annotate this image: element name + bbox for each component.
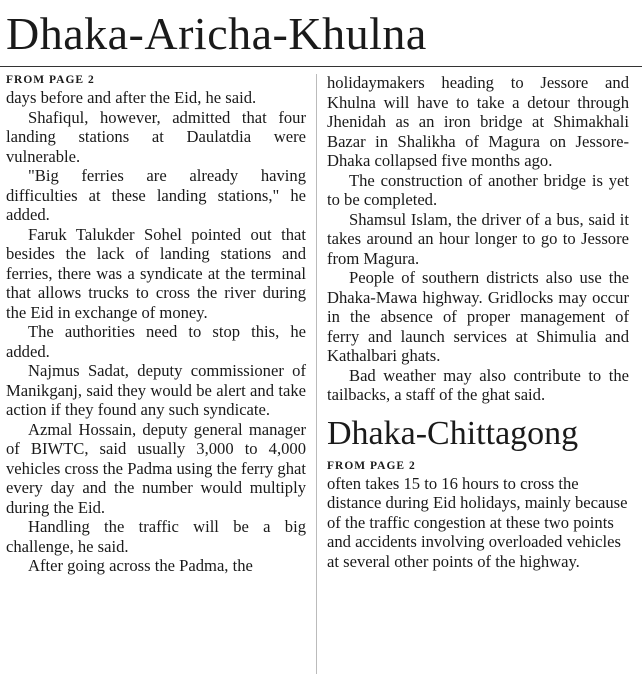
paragraph: The authorities need to stop this, he added. xyxy=(6,322,306,361)
column-divider xyxy=(316,74,317,674)
paragraph: Bad weather may also contribute to the tailbacks, a staff of the ghat said. xyxy=(327,365,629,404)
paragraph: Faruk Talukder Sohel pointed out that besides the lack of landing stations and ferries, there was a syndicate at the terminal that allows trucks to cross the river during the Eid in exchange of money. xyxy=(6,224,306,322)
paragraph: Handling the traffic will be a big challenge, he said. xyxy=(6,517,306,556)
paragraph: holidaymakers heading to Jessore and Khulna will have to take a detour through Jhenidah as an iron bridge at Shimakhali Bazar in Shalikha of Magura on Jessore-Dhaka collapsed five months ago. xyxy=(327,73,629,170)
paragraph: People of southern districts also use the Dhaka-Mawa highway. Gridlocks may occur in the absence of proper management of ferry and launch services at Shimulia and Kathalbari ghats. xyxy=(327,268,629,365)
headline: Dhaka-Aricha-Khulna xyxy=(6,8,427,59)
continuation-kicker: FROM PAGE 2 xyxy=(327,459,416,472)
headline-rule xyxy=(0,66,642,67)
paragraph: "Big ferries are already having difficulties at these landing stations," he added. xyxy=(6,166,306,224)
subheadline: Dhaka-Chittagong xyxy=(327,414,579,452)
paragraph: often takes 15 to 16 hours to cross the distance during Eid holidays, mainly because of the traffic congestion at these two points and accidents involving overloaded vehicles at several other points of the highway. xyxy=(327,473,628,571)
right-column xyxy=(327,73,629,571)
continuation-kicker: FROM PAGE 2 xyxy=(6,74,95,86)
left-column xyxy=(6,73,306,576)
paragraph: After going across the Padma, the xyxy=(28,556,253,575)
paragraph: days before and after the Eid, he said. xyxy=(6,88,257,107)
paragraph: Azmal Hossain, deputy general manager of BIWTC, said usually 3,000 to 4,000 vehicles cross the Padma using the ferry ghat every day and the number would multiply during the Eid. xyxy=(6,419,306,517)
paragraph: Shafiqul, however, admitted that four landing stations at Daulatdia were vulnerable. xyxy=(6,107,306,166)
paragraph: The construction of another bridge is yet to be completed. xyxy=(327,170,629,209)
paragraph: Shamsul Islam, the driver of a bus, said it takes around an hour longer to go to Jessore from Magura. xyxy=(327,209,629,268)
paragraph: Najmus Sadat, deputy commissioner of Manikganj, said they would be alert and take action if they found any such syndicate. xyxy=(6,361,306,419)
